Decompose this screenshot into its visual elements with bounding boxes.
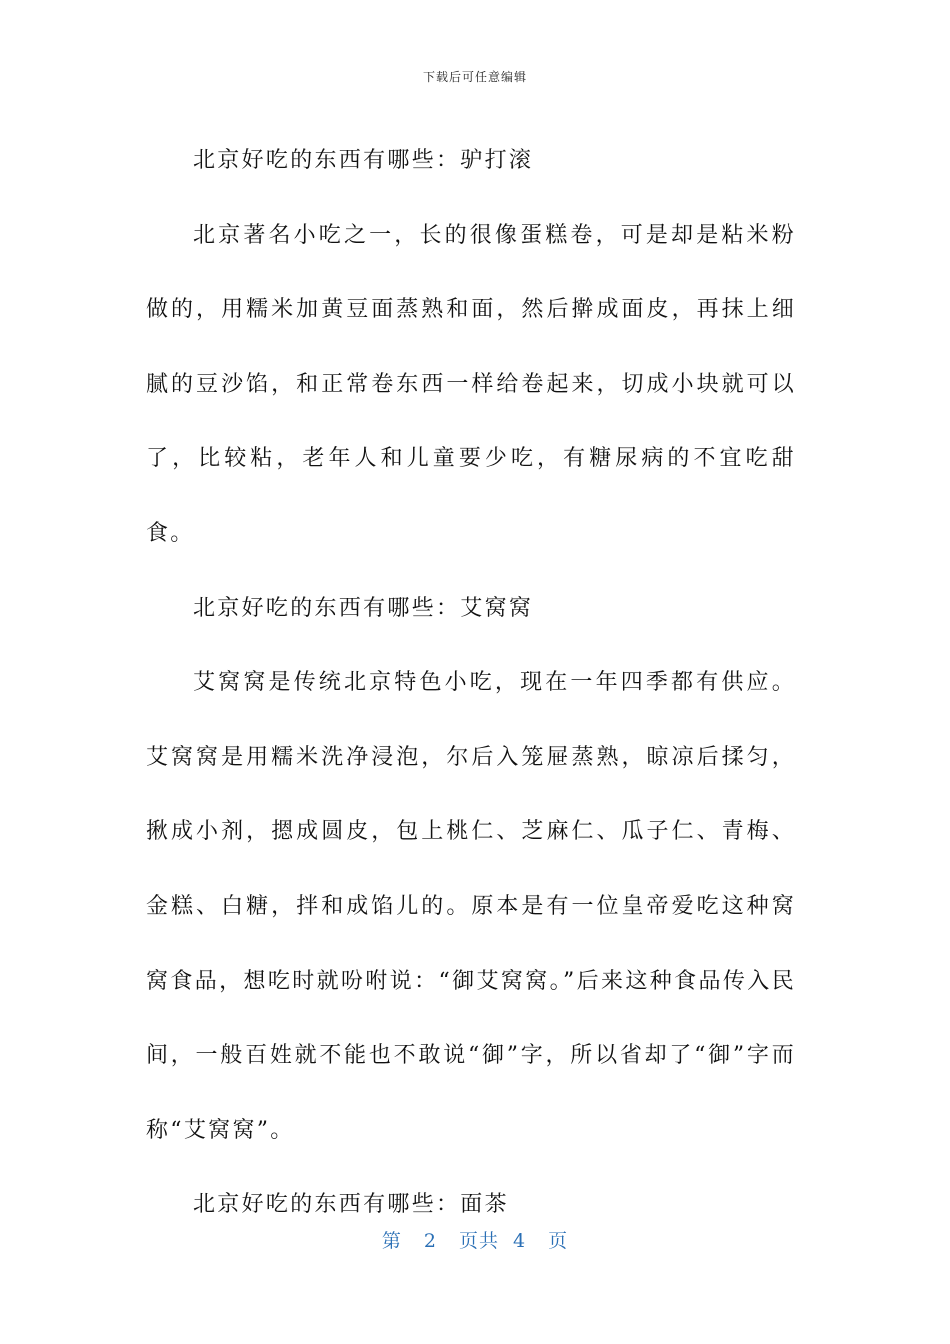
footer-total-pages: 4	[513, 1230, 527, 1252]
section-heading-miancha: 北京好吃的东西有哪些：面茶	[193, 1192, 509, 1218]
footer-mid: 页共	[458, 1230, 499, 1252]
paragraph-aiwowo: 艾窝窝是传统北京特色小吃，现在一年四季都有供应。艾窝窝是用糯米洗净浸泡，尔后入笼屉蒸熟，晾凉后揉匀，揪成小剂，摁成圆皮，包上桃仁、芝麻仁、瓜子仁、青梅、金糕、白糖，拌和成馅儿的。原本是有一位皇帝爱吃这种窝窝食品，想吃时就吩咐说：“御艾窝窝。”后来这种食品传入民间，一般百姓就不能也不敢说“御”字，所以省却了“御”字而称“艾窝窝”。	[146, 670, 796, 1143]
section-heading-aiwowo: 北京好吃的东西有哪些：艾窝窝	[193, 595, 534, 621]
paragraph-lvdagun: 北京著名小吃之一，长的很像蛋糕卷，可是却是粘米粉做的，用糯米加黄豆面蒸熟和面，然后擀成面皮，再抹上细腻的豆沙馅，和正常卷东西一样给卷起来，切成小块就可以了，比较粘，老年人和儿童要少吃，有糖尿病的不宜吃甜食。	[146, 222, 796, 546]
footer-current-page: 2	[423, 1230, 437, 1252]
footer-prefix: 第	[381, 1230, 402, 1252]
page-footer	[0, 1226, 950, 1253]
header-note: 下载后可任意编辑	[422, 70, 527, 84]
section-heading-lvdagun: 北京好吃的东西有哪些：驴打滚	[193, 148, 534, 173]
document-body	[146, 124, 796, 1243]
footer-suffix: 页	[548, 1230, 569, 1252]
